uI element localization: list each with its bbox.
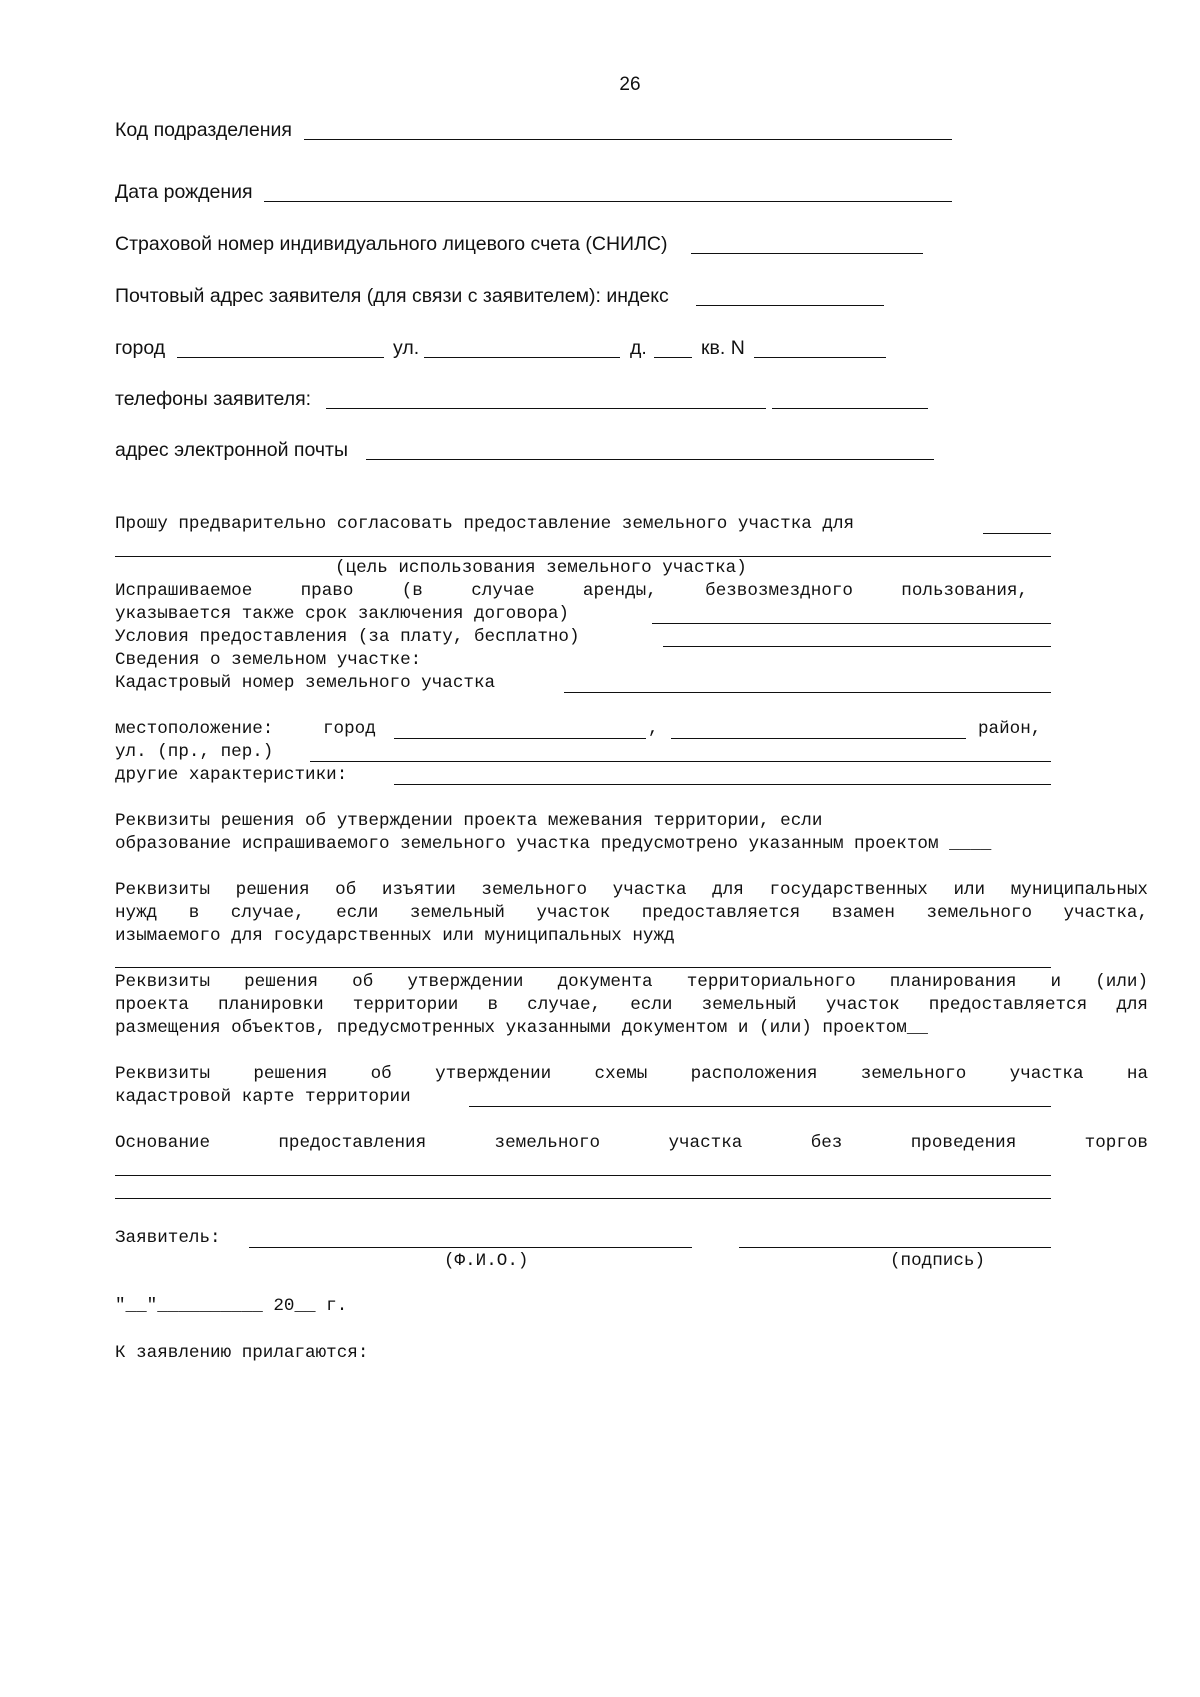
scheme-line-1: Реквизиты решения об утверждении схемы расположения земельного участка на	[115, 1064, 1148, 1084]
email-label: адрес электронной почты	[115, 439, 348, 461]
city-field[interactable]	[177, 357, 384, 358]
scheme-field[interactable]	[469, 1106, 1051, 1107]
survey-line-2: образование испрашиваемого земельного участка предусмотрено указанным проектом ____	[115, 834, 992, 854]
house-field[interactable]	[654, 357, 692, 358]
apartment-label: кв. N	[701, 337, 745, 359]
location-street-label: ул. (пр., пер.)	[115, 742, 274, 762]
seizure-line-2: нужд в случае, если земельный участок предоставляется взамен земельного участка,	[115, 903, 1148, 923]
division-code-label: Код подразделения	[115, 119, 292, 141]
phone-field-2[interactable]	[772, 408, 928, 409]
right-line-2: указывается также срок заключения договора)	[115, 604, 569, 624]
division-code-field[interactable]	[304, 139, 952, 140]
page-number: 26	[619, 74, 641, 95]
attachments-label: К заявлению прилагаются:	[115, 1343, 369, 1363]
planning-line-3: размещения объектов, предусмотренных указанными документом и (или) проектом__	[115, 1018, 928, 1038]
applicant-label: Заявитель:	[115, 1228, 221, 1248]
right-field[interactable]	[652, 623, 1051, 624]
planning-line-2: проекта планировки территории в случае, если земельный участок предоставляется для	[115, 995, 1148, 1015]
city-label: город	[115, 337, 166, 359]
other-field[interactable]	[394, 784, 1051, 785]
location-district-field[interactable]	[671, 738, 966, 739]
basis-field-2[interactable]	[115, 1198, 1051, 1199]
postal-index-field[interactable]	[696, 305, 884, 306]
plot-info-label: Сведения о земельном участке:	[115, 650, 422, 670]
cadastral-field[interactable]	[564, 692, 1051, 693]
cadastral-label: Кадастровый номер земельного участка	[115, 673, 496, 693]
snils-label: Страховой номер индивидуального лицевого счета (СНИЛС)	[115, 233, 668, 255]
right-line-1: Испрашиваемое право (в случае аренды, безвозмездного пользования,	[115, 581, 1028, 601]
request-line: Прошу предварительно согласовать предоставление земельного участка для	[115, 514, 855, 534]
purpose-caption: (цель использования земельного участка)	[335, 558, 747, 578]
birth-date-label: Дата рождения	[115, 181, 253, 203]
postal-address-label: Почтовый адрес заявителя (для связи с заявителем): индекс	[115, 285, 669, 307]
location-city-field[interactable]	[394, 738, 646, 739]
basis-line: Основание предоставления земельного участка без проведения торгов	[115, 1133, 1148, 1153]
location-street-field[interactable]	[310, 761, 1051, 762]
phones-label: телефоны заявителя:	[115, 388, 312, 410]
date-line: "__"__________ 20__ г.	[115, 1296, 348, 1316]
fio-caption: (Ф.И.О.)	[444, 1251, 529, 1271]
conditions-field[interactable]	[663, 646, 1051, 647]
phone-field-1[interactable]	[326, 408, 766, 409]
snils-field[interactable]	[691, 253, 923, 254]
planning-line-1: Реквизиты решения об утверждении документа территориального планирования и (или)	[115, 972, 1148, 992]
birth-date-field[interactable]	[264, 201, 952, 202]
location-label: местоположение:	[115, 719, 274, 739]
signature-caption: (подпись)	[890, 1251, 986, 1271]
location-city-label: город	[323, 719, 376, 739]
conditions-label: Условия предоставления (за плату, бесплатно)	[115, 627, 580, 647]
applicant-fio-field[interactable]	[249, 1247, 692, 1248]
street-field[interactable]	[424, 357, 620, 358]
street-label: ул.	[393, 337, 420, 359]
seizure-field[interactable]	[115, 967, 1051, 968]
apartment-field[interactable]	[754, 357, 886, 358]
seizure-line-3: изымаемого для государственных или муниципальных нужд	[115, 926, 675, 946]
other-label: другие характеристики:	[115, 765, 348, 785]
seizure-line-1: Реквизиты решения об изъятии земельного участка для государственных или муниципальных	[115, 880, 1148, 900]
applicant-signature-field[interactable]	[739, 1247, 1051, 1248]
survey-line-1: Реквизиты решения об утверждении проекта межевания территории, если	[115, 811, 823, 831]
email-field[interactable]	[366, 459, 934, 460]
comma: ,	[648, 719, 659, 739]
scheme-line-2: кадастровой карте территории	[115, 1087, 411, 1107]
district-label: район,	[978, 719, 1042, 739]
purpose-field-short[interactable]	[983, 533, 1051, 534]
basis-field-1[interactable]	[115, 1175, 1051, 1176]
house-label: д.	[630, 337, 647, 359]
